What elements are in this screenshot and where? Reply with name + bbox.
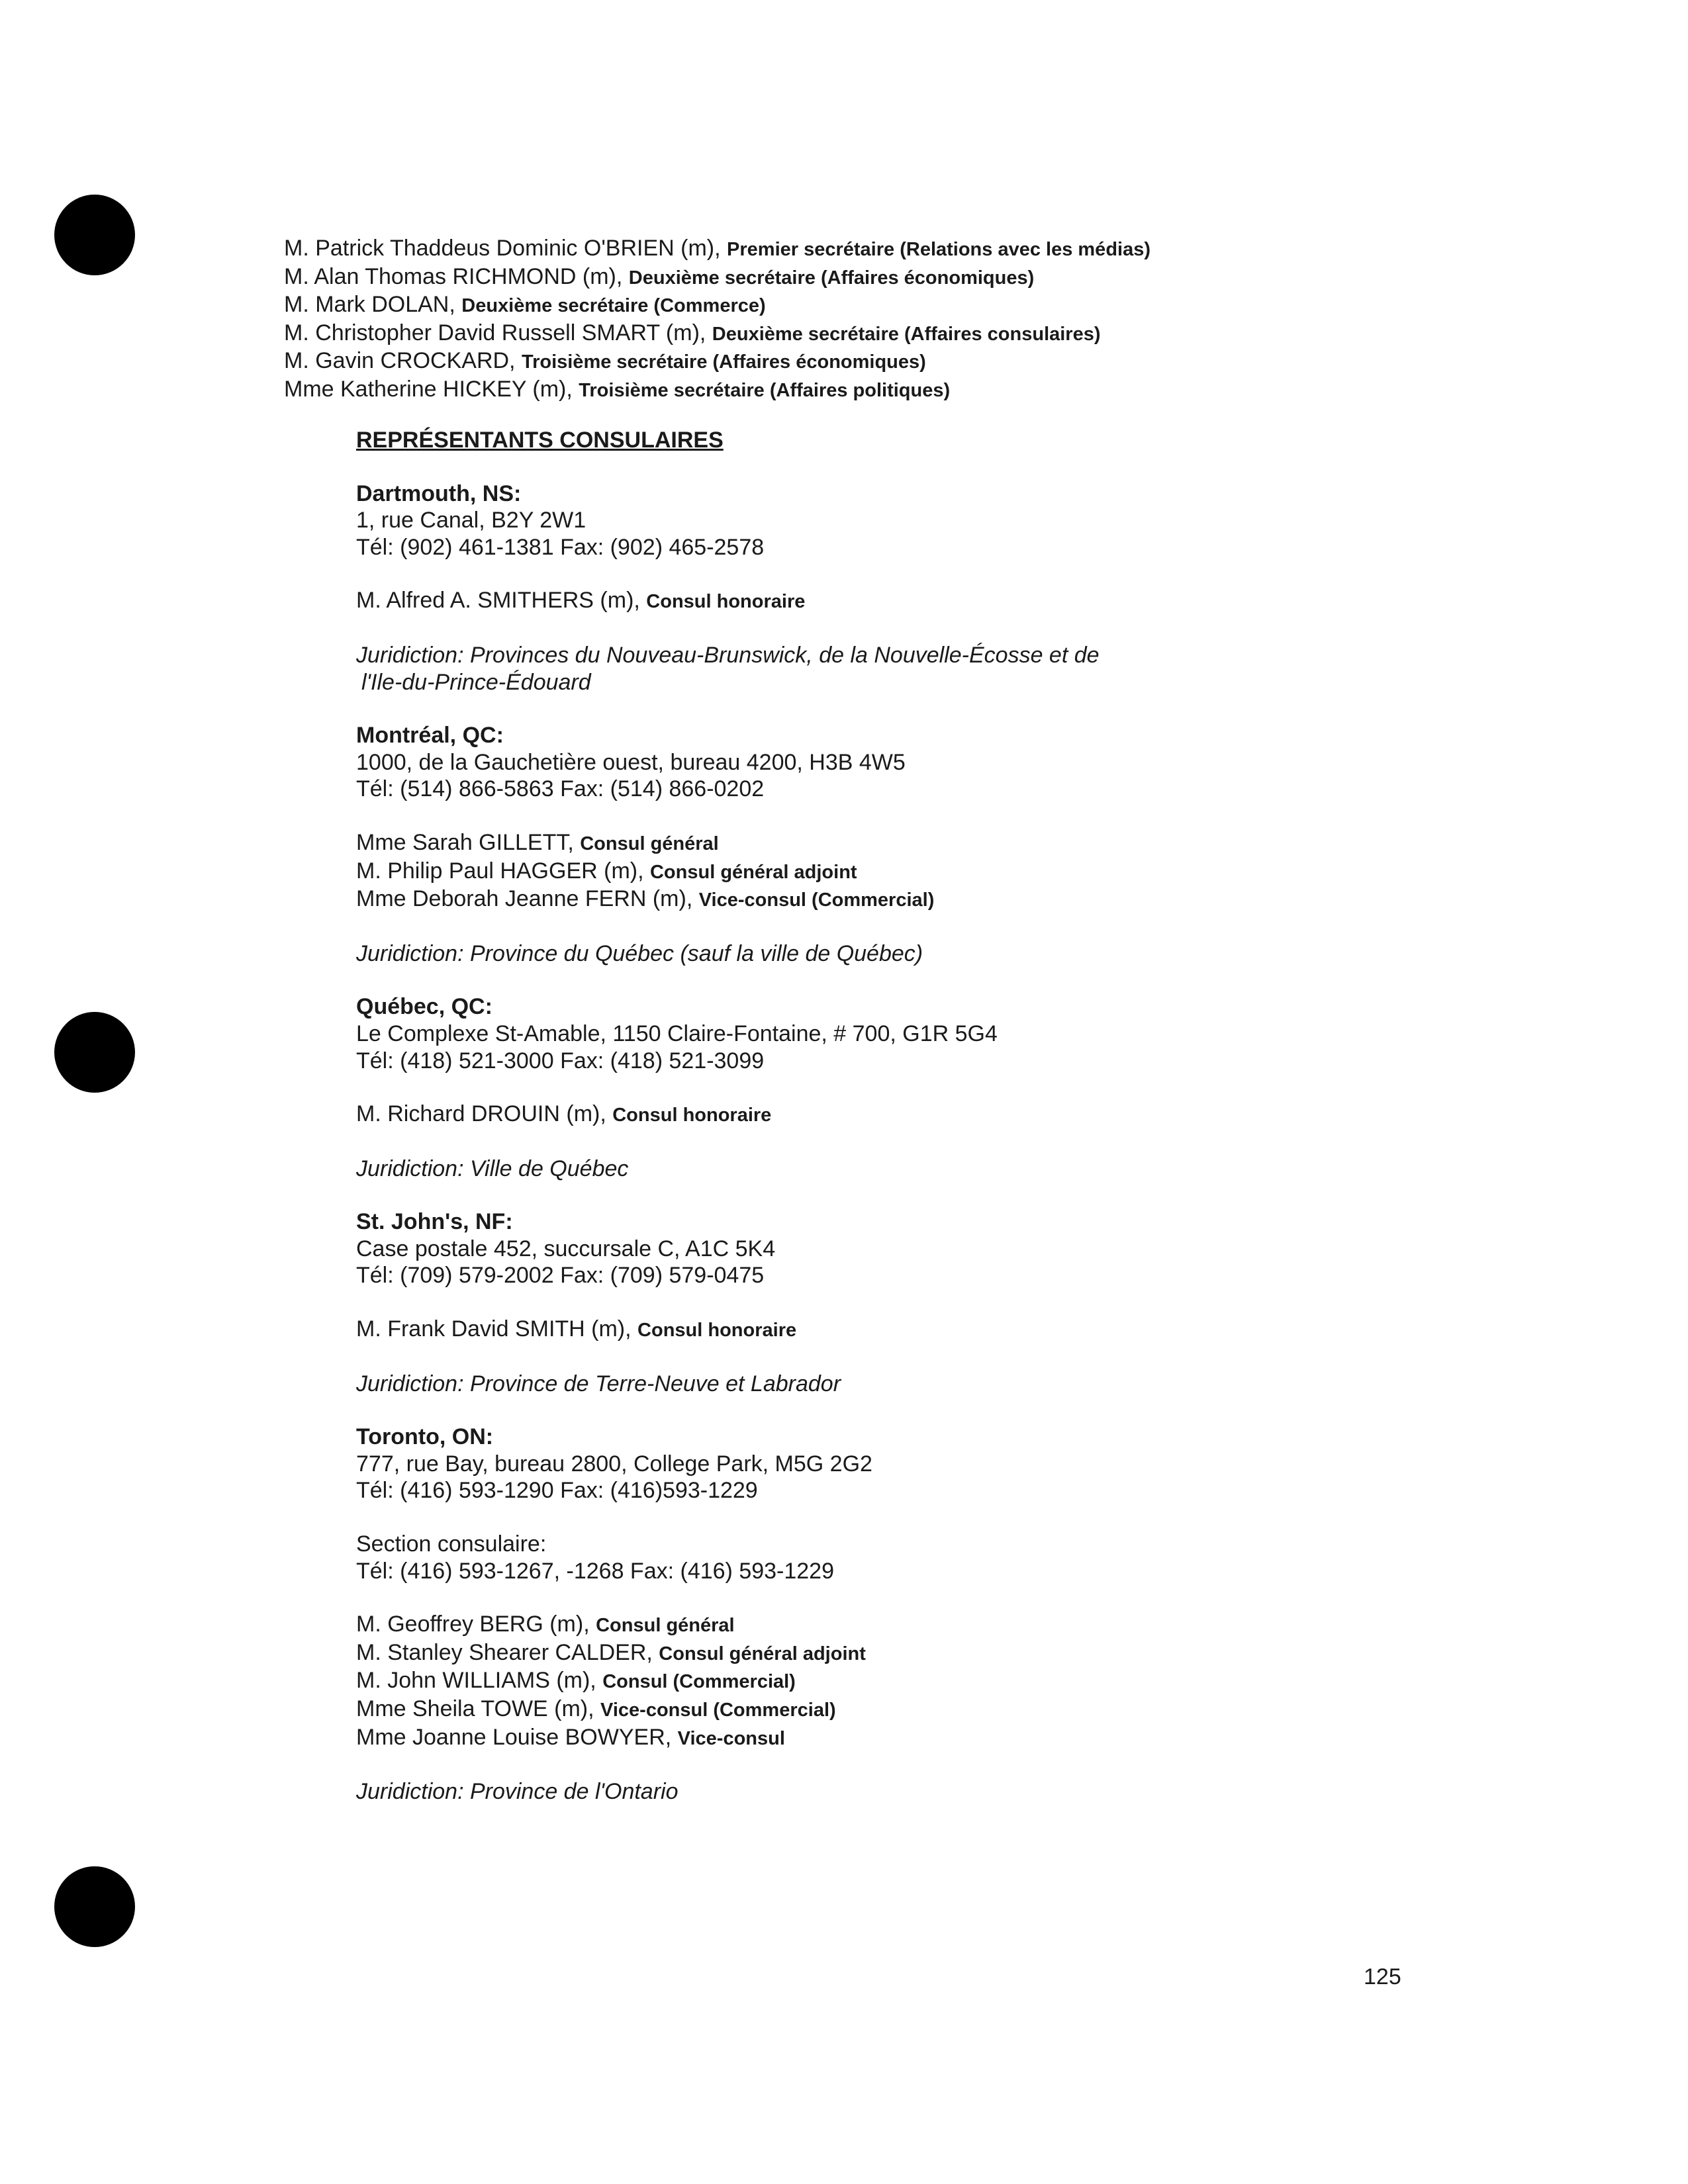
punch-hole-top [54,195,135,275]
office-address: 1, rue Canal, B2Y 2W1 [356,508,586,533]
consul-line [356,1639,1100,1668]
office-quebec [356,993,1100,1182]
office-st-johns [356,1208,1100,1397]
consular-section [356,1531,1100,1584]
consul-name: M. John WILLIAMS (m), [356,1668,603,1694]
consul-role: Consul général [596,1615,735,1637]
staff-name: M. Mark DOLAN, [284,292,462,318]
office-phone: Tél: (416) 593-1290 Fax: (416)593-1229 [356,1478,758,1504]
staff-line [284,235,1150,263]
consul-name: Mme Deborah Jeanne FERN (m), [356,886,699,912]
consul-name: M. Stanley Shearer CALDER, [356,1639,659,1665]
jurisdiction-line: Juridiction: Province du Québec (sauf la ville de Québec) [356,940,923,966]
consular-representatives [356,427,1100,1832]
office-jurisdiction [356,642,1100,696]
consul-role: Consul général adjoint [649,861,857,883]
consul-line [356,1101,1100,1129]
jurisdiction-line: Juridiction: Ville de Québec [356,1156,629,1181]
staff-name: M. Patrick Thaddeus Dominic O'BRIEN (m), [284,236,727,261]
office-address: Le Complexe St-Amable, 1150 Claire-Fontaine, # 700, G1R 5G4 [356,1021,998,1046]
jurisdiction-line: Juridiction: Province de l'Ontario [356,1779,679,1805]
staff-role: Deuxième secrétaire (Affaires économiques) [628,267,1035,289]
office-address: Case postale 452, succursale C, A1C 5K4 [356,1236,776,1261]
consul-line [356,1611,1100,1639]
page-number: 125 [1364,1964,1401,1989]
jurisdiction-line: l'Ile-du-Prince-Édouard [361,669,591,695]
office-jurisdiction [356,1156,1100,1183]
staff-name: M. Alan Thomas RICHMOND (m), [284,263,629,289]
consul-name: M. Frank David SMITH (m), [356,1316,638,1342]
office-contact [356,1424,1100,1504]
office-address: 777, rue Bay, bureau 2800, College Park, M5G 2G2 [356,1451,872,1477]
consul-name: Mme Joanne Louise BOWYER, [356,1724,678,1750]
consul-name: M. Philip Paul HAGGER (m), [356,858,650,884]
staff-role: Deuxième secrétaire (Affaires consulaires) [712,323,1101,345]
office-name: St. John's, NF: [356,1209,513,1235]
office-montreal [356,722,1100,967]
office-phone: Tél: (709) 579-2002 Fax: (709) 579-0475 [356,1263,765,1289]
office-phone: Tél: (902) 461-1381 Fax: (902) 465-2578 [356,534,765,560]
consul-role: Consul honoraire [612,1105,772,1126]
consul-name: Mme Sarah GILLETT, [356,829,581,855]
consul-role: Consul honoraire [646,591,806,613]
consul-name: M. Richard DROUIN (m), [356,1101,613,1127]
staff-role: Premier secrétaire (Relations avec les médias) [727,239,1150,260]
embassy-staff-list [284,235,1150,404]
consul-name: M. Alfred A. SMITHERS (m), [356,588,647,614]
punch-hole-middle [54,1012,135,1093]
consul-name: Mme Sheila TOWE (m), [356,1696,601,1721]
office-name: Toronto, ON: [356,1424,494,1450]
staff-role: Troisième secrétaire (Affaires économiques) [521,351,926,373]
office-jurisdiction [356,940,1100,968]
consul-line [356,886,1100,914]
office-contact [356,993,1100,1074]
punch-hole-bottom [54,1866,135,1947]
office-name: Dartmouth, NS: [356,480,522,506]
consul-role: Consul honoraire [637,1320,797,1342]
office-toronto [356,1424,1100,1805]
section-title: REPRÉSENTANTS CONSULAIRES [356,428,724,453]
consul-role: Vice-consul [677,1727,785,1749]
consul-line [356,1696,1100,1724]
consul-role: Vice-consul (Commercial) [698,889,935,911]
office-staff [356,829,1100,914]
office-name: Québec, QC: [356,994,492,1020]
jurisdiction-line: Juridiction: Province de Terre-Neuve et Labrador [356,1371,841,1396]
office-staff [356,1101,1100,1129]
staff-name: Mme Katherine HICKEY (m), [284,376,579,402]
consul-line [356,1667,1100,1696]
staff-line [284,320,1150,348]
office-dartmouth [356,480,1100,696]
office-jurisdiction [356,1371,1100,1398]
consul-line [356,1316,1100,1344]
office-contact [356,1208,1100,1289]
staff-line [284,347,1150,376]
staff-role: Troisième secrétaire (Affaires politiques) [579,379,951,401]
office-staff [356,587,1100,615]
staff-role: Deuxième secrétaire (Commerce) [461,295,766,317]
office-contact [356,480,1100,561]
office-jurisdiction [356,1778,1100,1805]
consul-line [356,587,1100,615]
office-address: 1000, de la Gauchetière ouest, bureau 4200, H3B 4W5 [356,749,906,775]
consular-section-label: Section consulaire: [356,1531,547,1557]
staff-name: M. Gavin CROCKARD, [284,348,522,374]
consul-role: Consul général adjoint [659,1643,866,1664]
consul-line [356,1724,1100,1752]
consul-name: M. Geoffrey BERG (m), [356,1612,596,1637]
staff-line [284,291,1150,320]
consular-section-phone: Tél: (416) 593-1267, -1268 Fax: (416) 593-1229 [356,1558,835,1584]
consul-line [356,858,1100,886]
jurisdiction-line: Juridiction: Provinces du Nouveau-Brunswick, de la Nouvelle-Écosse et de [356,642,1100,668]
consul-line [356,829,1100,858]
office-phone: Tél: (514) 866-5863 Fax: (514) 866-0202 [356,776,765,802]
staff-line [284,263,1150,292]
office-staff [356,1316,1100,1344]
office-phone: Tél: (418) 521-3000 Fax: (418) 521-3099 [356,1048,765,1073]
office-staff [356,1611,1100,1752]
office-contact [356,722,1100,803]
office-name: Montréal, QC: [356,723,504,749]
consul-role: Vice-consul (Commercial) [600,1700,836,1721]
consul-role: Consul (Commercial) [602,1671,796,1693]
staff-name: M. Christopher David Russell SMART (m), [284,320,712,345]
consul-role: Consul général [580,833,719,854]
staff-line [284,376,1150,404]
